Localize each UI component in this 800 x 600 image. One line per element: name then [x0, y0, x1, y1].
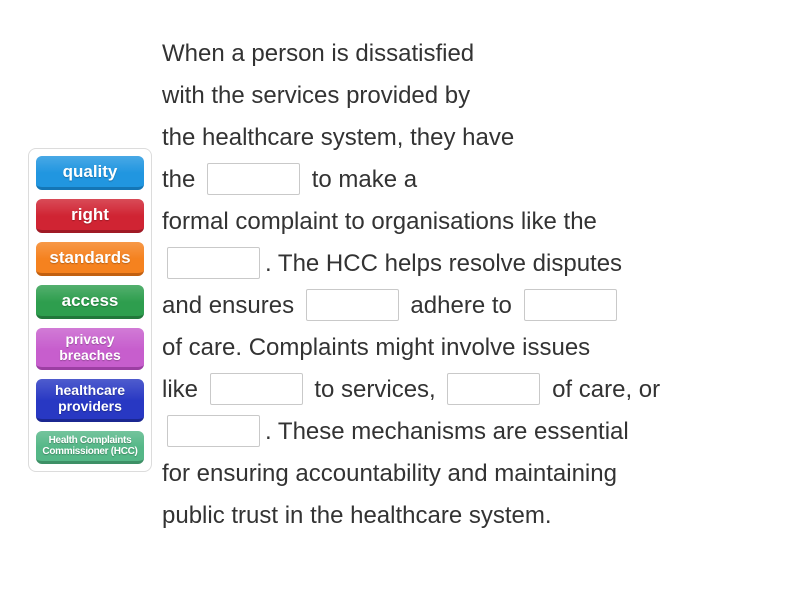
- word-tile-standards[interactable]: [36, 242, 144, 276]
- word-bank-panel: [28, 148, 152, 472]
- answer-blank[interactable]: [207, 163, 300, 195]
- answer-blank[interactable]: [210, 373, 303, 405]
- answer-blank[interactable]: [306, 289, 399, 321]
- sentence-text: [162, 33, 794, 537]
- sentence-segment: the: [162, 166, 203, 193]
- sentence-segment: adhere to: [403, 292, 519, 319]
- word-tile-access[interactable]: [36, 285, 144, 319]
- sentence-segment: . The HCC helps resolve disputes: [265, 250, 623, 277]
- answer-blank[interactable]: [167, 415, 260, 447]
- word-tile-quality[interactable]: [36, 156, 144, 190]
- sentence-line: [162, 117, 794, 159]
- sentence-line: [162, 411, 794, 453]
- word-tile-label: quality: [62, 162, 118, 181]
- word-tile-label: Health Complaints Commissioner (HCC): [42, 434, 138, 457]
- word-tile-label: privacy breaches: [59, 331, 121, 363]
- sentence-line: [162, 243, 794, 285]
- word-tile-privacy-breaches[interactable]: [36, 328, 144, 370]
- sentence-segment: for ensuring accountability and maintaining: [162, 460, 617, 487]
- sentence-line: [162, 453, 794, 495]
- word-tile-health-complaints-commissioner-hcc[interactable]: [36, 431, 144, 464]
- answer-blank[interactable]: [447, 373, 540, 405]
- sentence-segment: of care, or: [545, 376, 661, 403]
- word-tile-label: standards: [49, 248, 131, 268]
- sentence-segment: When a person is dissatisfied: [162, 40, 475, 67]
- word-tile-healthcare-providers[interactable]: [36, 379, 144, 421]
- sentence-segment: formal complaint to organisations like the: [162, 208, 597, 235]
- word-tile-label: right: [71, 205, 109, 225]
- sentence-line: [162, 495, 794, 537]
- sentence-line: [162, 327, 794, 369]
- word-tile-right[interactable]: [36, 199, 144, 233]
- sentence-line: [162, 285, 794, 327]
- sentence-segment: the healthcare system, they have: [162, 124, 515, 151]
- sentence-line: [162, 33, 794, 75]
- sentence-segment: of care. Complaints might involve issues: [162, 334, 591, 361]
- answer-blank[interactable]: [524, 289, 617, 321]
- sentence-segment: to make a: [305, 166, 418, 193]
- sentence-line: [162, 159, 794, 201]
- sentence-segment: like: [162, 376, 205, 403]
- sentence-line: [162, 75, 794, 117]
- sentence-line: [162, 369, 794, 411]
- sentence-segment: to services,: [307, 376, 443, 403]
- sentence-segment: public trust in the healthcare system.: [162, 502, 552, 529]
- sentence-segment: and ensures: [162, 292, 301, 319]
- sentence-line: [162, 201, 794, 243]
- word-tile-label: access: [61, 291, 119, 311]
- word-tile-label: healthcare providers: [54, 382, 126, 415]
- sentence-segment: . These mechanisms are essential: [265, 418, 629, 445]
- answer-blank[interactable]: [167, 247, 260, 279]
- sentence-segment: with the services provided by: [162, 82, 471, 109]
